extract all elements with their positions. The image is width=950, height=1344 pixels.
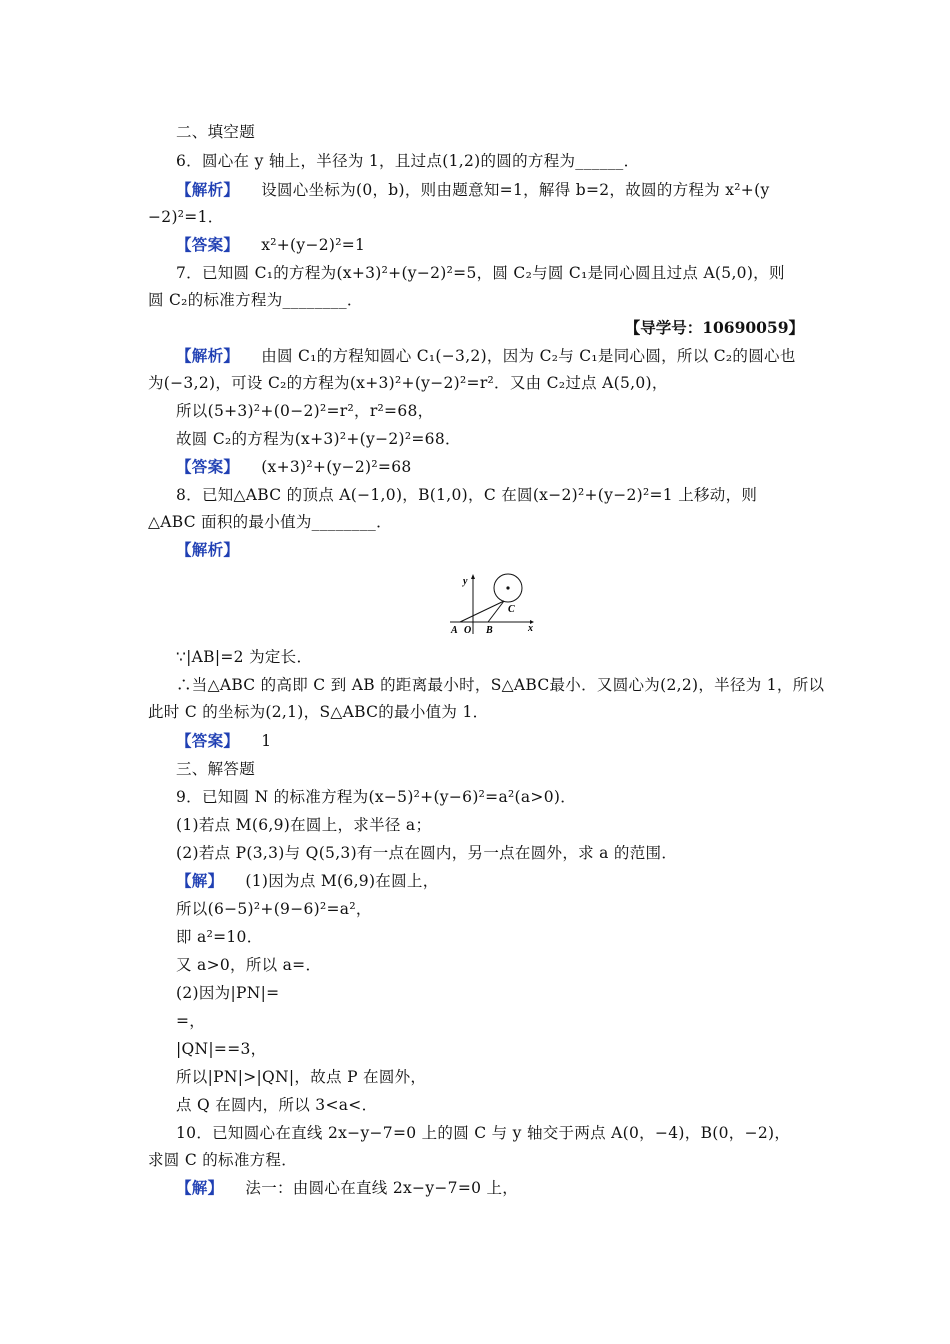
q9-solution-line7: |QN|==3， bbox=[176, 1040, 267, 1058]
q8-answer bbox=[176, 731, 271, 751]
analysis-tag: 【解析】 bbox=[176, 180, 240, 199]
q6-answer bbox=[176, 235, 365, 255]
q9-solution-line5: (2)因为|PN|= bbox=[176, 984, 280, 1002]
section-heading-fill-in: 二、填空题 bbox=[176, 123, 256, 141]
question-7-cont: 圆 C₂的标准方程为________． bbox=[148, 291, 363, 309]
q7-analysis-line4: 故圆 C₂的方程为(x+3)²+(y−2)²=68． bbox=[176, 430, 461, 448]
q10-solution-text: 法一：由圆心在直线 2x−y−7=0 上， bbox=[245, 1179, 519, 1197]
question-7: 7．已知圆 C₁的方程为(x+3)²+(y−2)²=5，圆 C₂与圆 C₁是同心圆且过点 A(5,0)，则 bbox=[176, 264, 785, 282]
solution-tag: 【解】 bbox=[176, 1178, 224, 1197]
circle-center bbox=[506, 586, 509, 589]
q6-analysis-cont: −2)²=1． bbox=[148, 208, 224, 226]
q9-solution-line4: 又 a>0，所以 a=． bbox=[176, 956, 322, 974]
q7-analysis-text: 由圆 C₁的方程知圆心 C₁(−3,2)，因为 C₂与 C₁是同心圆，所以 C₂的圆心也 bbox=[261, 347, 796, 365]
q7-analysis-line2: 为(−3,2)，可设 C₂的方程为(x+3)²+(y−2)²=r²．又由 C₂过点 A(5,0)， bbox=[148, 374, 668, 392]
segment-BC bbox=[488, 601, 504, 622]
q8-analysis-line2: ∴当△ABC 的高即 C 到 AB 的距离最小时，S△ABC最小．又圆心为(2,2)，半径为 1，所以 bbox=[176, 676, 825, 694]
q6-answer-text: x²+(y−2)²=1 bbox=[261, 236, 366, 254]
q9-solution bbox=[176, 871, 439, 891]
x-label: x bbox=[528, 623, 533, 634]
y-axis-arrow bbox=[471, 574, 475, 579]
analysis-tag: 【解析】 bbox=[176, 346, 240, 365]
q8-answer-text: 1 bbox=[261, 732, 272, 750]
q8-figure bbox=[448, 570, 534, 640]
q6-analysis-text: 设圆心坐标为(0，b)，则由题意知=1，解得 b=2，故圆的方程为 x²+(y bbox=[261, 181, 770, 199]
section-heading-solve: 三、解答题 bbox=[176, 760, 256, 778]
question-9-part1: (1)若点 M(6,9)在圆上，求半径 a； bbox=[176, 816, 432, 834]
q9-solution-line8: 所以|PN|>|QN|，故点 P 在圆外， bbox=[176, 1068, 427, 1086]
q9-solution-line2: 所以(6−5)²+(9−6)²=a²， bbox=[176, 900, 372, 918]
answer-tag: 【答案】 bbox=[176, 731, 240, 750]
q9-solution-line9: 点 Q 在圆内，所以 3<a<． bbox=[176, 1096, 378, 1114]
label-O: O bbox=[464, 625, 472, 636]
analysis-tag: 【解析】 bbox=[176, 540, 240, 559]
q8-analysis-line1: ∵|AB|=2 为定长． bbox=[176, 648, 313, 666]
q7-analysis bbox=[176, 346, 796, 366]
q7-analysis-line3: 所以(5+3)²+(0−2)²=r²，r²=68， bbox=[176, 402, 434, 420]
answer-tag: 【答案】 bbox=[176, 235, 240, 254]
solution-tag: 【解】 bbox=[176, 871, 224, 890]
q6-analysis bbox=[176, 180, 770, 200]
q10-solution bbox=[176, 1178, 518, 1198]
y-label: y bbox=[463, 576, 468, 587]
question-6: 6．圆心在 y 轴上，半径为 1，且过点(1,2)的圆的方程为______． bbox=[176, 152, 640, 170]
label-C: C bbox=[508, 604, 515, 615]
q8-analysis bbox=[176, 540, 261, 560]
q8-analysis-line3: 此时 C 的坐标为(2,1)，S△ABC的最小值为 1． bbox=[148, 703, 489, 721]
q7-answer-text: (x+3)²+(y−2)²=68 bbox=[261, 458, 412, 476]
label-A: A bbox=[451, 625, 458, 636]
q9-solution-line6: =， bbox=[176, 1012, 206, 1030]
q9-solution-line3: 即 a²=10． bbox=[176, 928, 263, 946]
question-9: 9．已知圆 N 的标准方程为(x−5)²+(y−6)²=a²(a>0)． bbox=[176, 788, 577, 806]
q9-solution-text: (1)因为点 M(6,9)在圆上， bbox=[245, 872, 439, 890]
question-8: 8．已知△ABC 的顶点 A(−1,0)，B(1,0)，C 在圆(x−2)²+(y−2)²=1 上移动，则 bbox=[176, 486, 758, 504]
question-9-part2: (2)若点 P(3,3)与 Q(5,3)有一点在圆内，另一点在圆外，求 a 的范围． bbox=[176, 844, 678, 862]
label-B: B bbox=[486, 625, 493, 636]
guide-number: 【导学号：10690059】 bbox=[624, 318, 804, 337]
question-10-cont: 求圆 C 的标准方程． bbox=[148, 1151, 298, 1169]
segment-AC bbox=[460, 601, 504, 622]
answer-tag: 【答案】 bbox=[176, 457, 240, 476]
question-8-cont: △ABC 面积的最小值为________． bbox=[148, 513, 392, 531]
q7-answer bbox=[176, 457, 412, 477]
question-10: 10．已知圆心在直线 2x−y−7=0 上的圆 C 与 y 轴交于两点 A(0，−4)，B(0，−2)， bbox=[176, 1124, 791, 1142]
